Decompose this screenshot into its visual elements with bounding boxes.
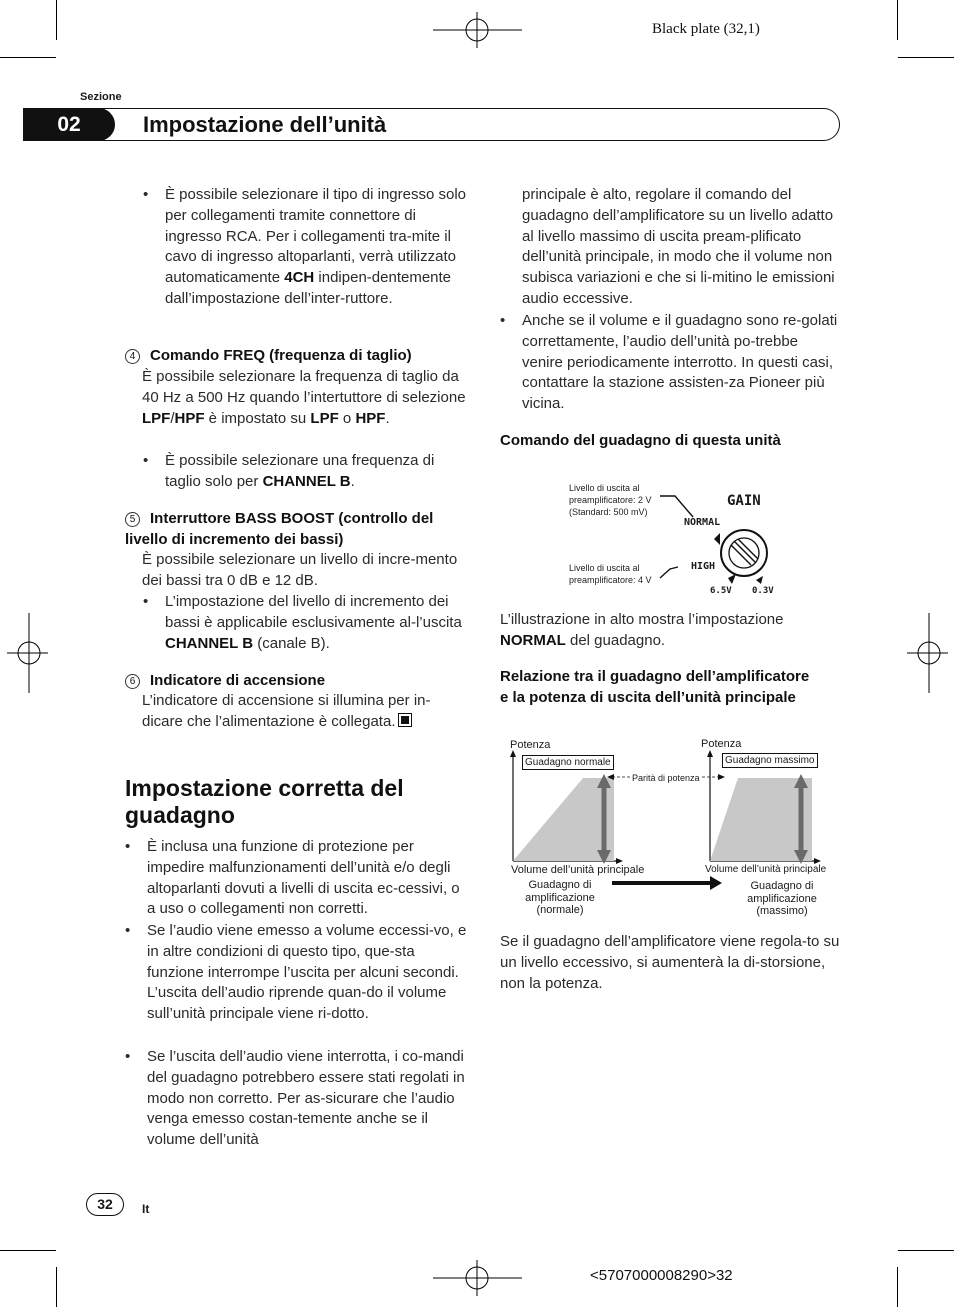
gain-figure-caption: L’illustrazione in alto mostra l’impostazione NORMAL del guadagno. [500,611,784,649]
registration-mark-right [905,610,950,695]
product-code: <5707000008290>32 [590,1267,733,1284]
gain-label: GAIN [727,493,761,509]
item-power-heading: 6 Indicatore di accensione [125,670,470,691]
power-axis-label-right: Potenza [701,738,742,750]
distortion-note: Se il guadagno dell’amplificatore viene regola-to su un livello eccessivo, si aumenterà la di-storsione, non la potenza. [500,933,840,992]
item-bass-text: È possibile selezionare un livello di incre-mento dei bassi tra 0 dB e 12 dB. [142,551,458,589]
bullet-freq-channel: • È possibile selezionare una frequenza di taglio solo per CHANNEL B. [143,452,435,490]
section-label: Sezione [80,91,122,103]
max-gain-box: Guadagno massimo [722,753,818,768]
bullet-protection: • È inclusa una funzione di protezione per impedire malfunzionamenti dell’unità e/o degli altoparlanti dovuti a livelli di uscita ec-cessivi, o a uso o collegamenti non corretti. [125,838,460,918]
normal-amp-gain-label: Guadagno di amplificazione (normale) [525,879,595,916]
gain-knob-drawing [560,476,800,602]
section-heading-gain: Impostazione corretta del guadagno [125,775,404,828]
gain-adjust-continued: principale è alto, regolare il comando del guadagno dell’amplificatore su un livello adatto al livello massimo di uscita pream-plificato dell’unità principale, in modo che il volume non subisca variazioni e che si li-mitino le emissioni audio eccessive. [522,186,835,307]
registration-mark-bottom [430,1258,525,1298]
volume-axis-label-right: Volume dell’unità principale [705,864,827,875]
bullet-service: • Anche se il volume e il guadagno sono re-golati correttamente, l’audio dell’unità po-trebbe venire periodicamente interrotto. In questi casi, contattare la stazione assisten-za Pioneer più vicina. [500,312,838,413]
normal-label: NORMAL [684,517,721,528]
gain-relation-figure [500,736,845,921]
bullet-bass-channel: • L’impostazione del livello di incremento dei bassi è applicabile esclusivamente al-l’uscita CHANNEL B (canale B). [143,593,462,652]
bullet-gain-adjust: • Se l’uscita dell’audio viene interrotta, i co-mandi del guadagno potrebbero essere stati regolati in modo non corretto. Per as-sicurare che l’audio venga emesso costan-temente anche se il volume dell’unità [125,1048,465,1149]
relation-heading: Relazione tra il guadagno dell’amplificatore e la potenza di uscita dell’unità principale [500,668,810,706]
gain-control-heading: Comando del guadagno di questa unità [500,432,781,449]
item-power-text: L’indicatore di accensione si illumina per in-dicare che l’alimentazione è collegata. [142,692,431,730]
gain-knob-figure: Livello di uscita al preamplificatore: 2 V (Standard: 500 mV) Livello di uscita al preamplificatore: 4 V GAIN NORMAL HIGH 6.5V 0.3V [560,476,800,602]
power-parity-label: Parità di potenza [632,773,700,783]
page-number: 32 [86,1193,124,1216]
plate-label: Black plate (32,1) [652,21,760,37]
min-voltage-label: 6.5V [710,586,732,596]
max-amp-gain-label: Guadagno di amplificazione (massimo) [747,880,817,917]
language-code: It [142,1202,150,1216]
item-bass-heading: 5 Interruttore BASS BOOST (controllo del livello di incremento dei bassi) [125,510,434,548]
item-freq-text: È possibile selezionare la frequenza di taglio da 40 Hz a 500 Hz quando l’intertuttore di selezione LPF/HPF è impostato su LPF o HPF. [142,368,466,427]
volume-axis-label-left: Volume dell’unità principale [511,864,645,876]
section-title: Impostazione dell’unità [143,112,387,137]
bullet-rca-input: • È possibile selezionare il tipo di ingresso solo per collegamenti tramite connettore di ingresso RCA. Per i collegamenti tra-mite il cavo di ingresso altoparlanti, verrà utilizzato automaticamente 4CH indipen-dentemente dall’impostazione dell’inter-ruttore. [143,186,466,307]
max-voltage-label: 0.3V [752,586,774,596]
normal-gain-box: Guadagno normale [522,755,614,770]
end-mark-icon [398,713,412,727]
section-number: 02 [23,108,115,141]
registration-mark-left [5,610,50,695]
item-freq-heading: 4 Comando FREQ (frequenza di taglio) [125,345,470,366]
bullet-interrupt: • Se l’audio viene emesso a volume eccessi-vo, e in altre condizioni di questo tipo, que-sta funzione interrompe l’uscita per alcuni secondi. L’uscita dell’audio riprende quan-do il volume sull’unità principale viene ri-dotto. [125,922,467,1023]
registration-mark-top [430,10,525,50]
power-axis-label-left: Potenza [510,739,551,751]
high-label: HIGH [691,561,716,572]
